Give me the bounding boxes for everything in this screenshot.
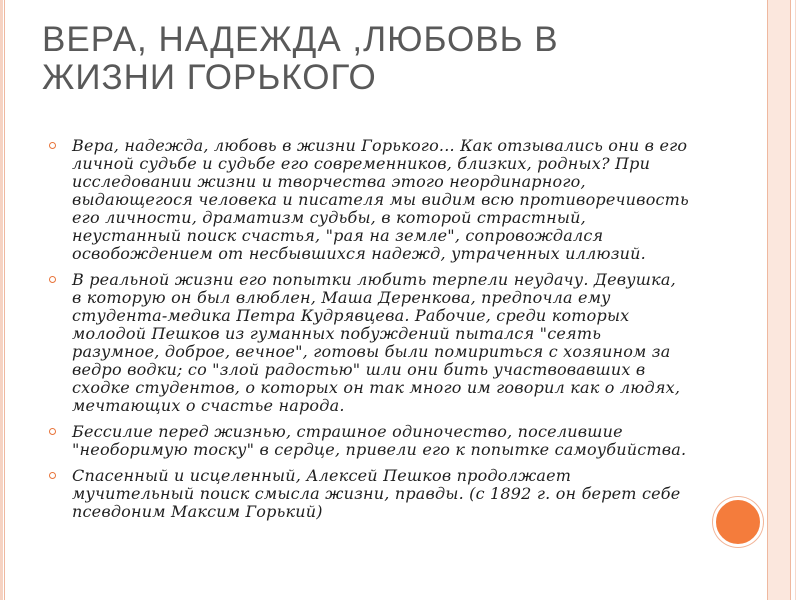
paragraph-line: Вера, надежда, любовь в жизни Горького... Как отзывались они в его [72, 136, 688, 155]
paragraph-line: В реальной жизни его попытки любить терпели неудачу. Девушка, [72, 270, 676, 289]
right-edge-line-decoration [795, 0, 796, 600]
slide-title-line: ЖИЗНИ ГОРЬКОГО [42, 58, 377, 97]
paragraph-line: молодой Пешков из гуманных побуждений пытался "сеять [72, 324, 602, 343]
bullet-icon [49, 142, 56, 149]
paragraph-line: исследовании жизни и творчества этого неординарного, [72, 172, 586, 191]
right-band-decoration [767, 0, 791, 600]
paragraph-line: студента-медика Петра Кудрявцева. Рабочие, среди которых [72, 306, 630, 325]
paragraph-line: личной судьбе и судьбе его современников, близких, родных? При [72, 154, 651, 173]
bullet-item [0, 137, 740, 263]
paragraph-line: мучительный поиск смысла жизни, правды. (с 1892 г. он берет себе [72, 484, 681, 503]
paragraph-line: в которую он был влюблен, Маша Деренкова, предпочла ему [72, 288, 611, 307]
paragraph-line: неустанный поиск счастья, "рая на земле", сопровождался [72, 226, 604, 245]
bullet-list [0, 137, 740, 529]
paragraph-line: сходке студентов, о которых он так много им говорил как о людях, [72, 378, 681, 397]
bullet-item [0, 423, 740, 459]
paragraph-line: разумное, доброе, вечное", готовы были помириться с хозяином за [72, 342, 671, 361]
slide-title-line: ВЕРА, НАДЕЖДА ,ЛЮБОВЬ В [42, 20, 559, 59]
paragraph-line: выдающегося человека и писателя мы видим всю противоречивость [72, 190, 689, 209]
bullet-icon [49, 276, 56, 283]
paragraph-line: ведро водки; со "злой радостью" шли они бить участвовавших в [72, 360, 646, 379]
paragraph-line: псевдоним Максим Горький) [72, 502, 323, 521]
paragraph-line: освобождением от несбывшихся надежд, утраченных иллюзий. [72, 244, 646, 263]
bullet-icon [49, 472, 56, 479]
bullet-item [0, 467, 740, 521]
paragraph-line: Бессилие перед жизнью, страшное одиночество, поселившие [72, 422, 623, 441]
paragraph-line: его личности, драматизм судьбы, в которой страстный, [72, 208, 586, 227]
bullet-item [0, 271, 740, 415]
bullet-icon [49, 428, 56, 435]
paragraph-line: мечтающих о счастье народа. [72, 396, 345, 415]
paragraph-line: Спасенный и исцеленный, Алексей Пешков продолжает [72, 466, 572, 485]
slide-title [42, 21, 559, 97]
paragraph-line: "необоримую тоску" в сердце, привели его к попытке самоубийства. [72, 440, 687, 459]
